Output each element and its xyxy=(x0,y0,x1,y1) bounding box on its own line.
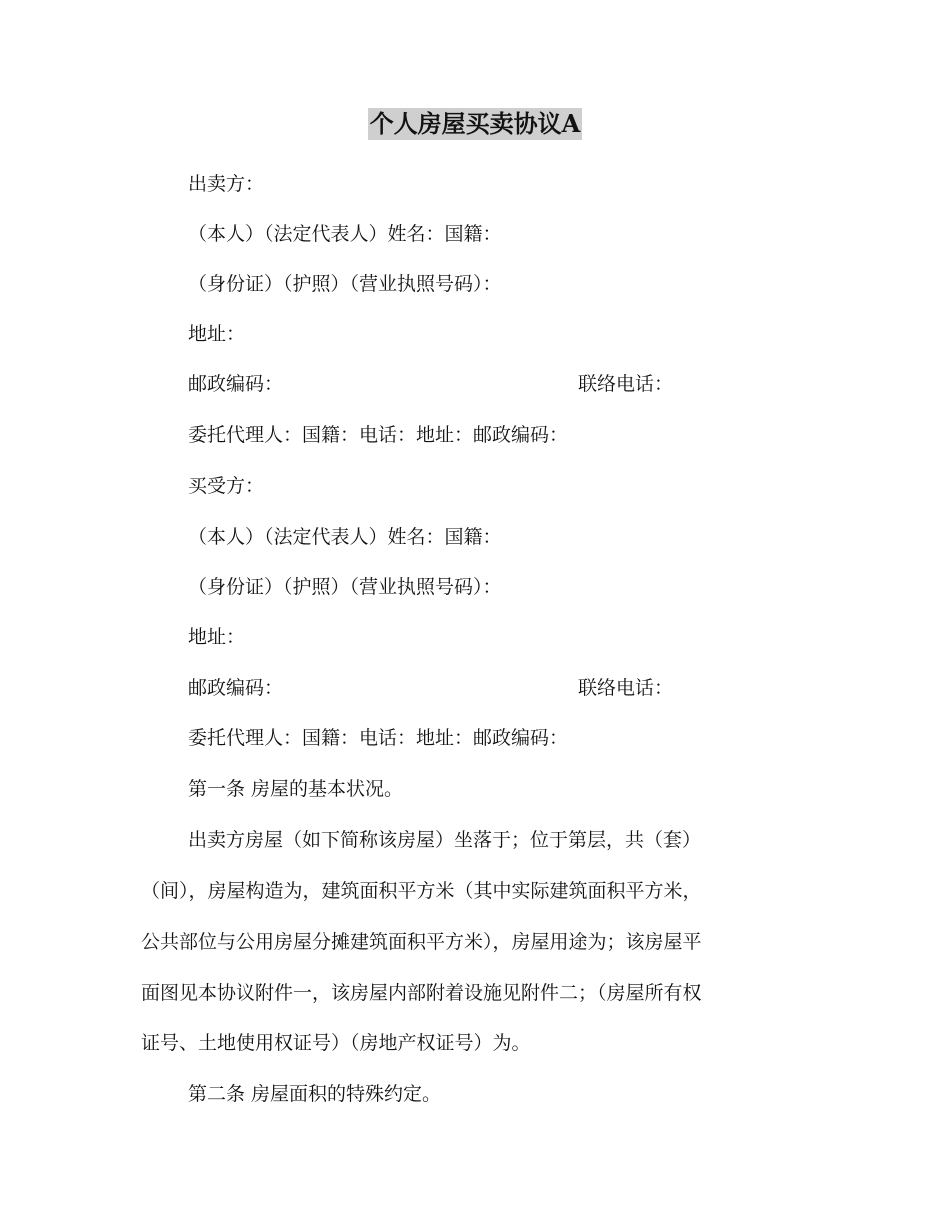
seller-phone-label: 联络电话： xyxy=(578,373,674,395)
seller-name-line: （本人）（法定代表人）姓名：国籍： xyxy=(188,223,502,245)
article2-heading: 第二条 房屋面积的特殊约定。 xyxy=(188,1083,442,1105)
buyer-address-line: 地址： xyxy=(188,626,246,648)
buyer-name-line: （本人）（法定代表人）姓名：国籍： xyxy=(188,526,502,548)
article1-line: 证号、土地使用权证号）（房地产权证号）为。 xyxy=(141,1032,531,1054)
article1-line: （间），房屋构造为，建筑面积平方米（其中实际建筑面积平方米， xyxy=(141,880,702,902)
buyer-phone-label: 联络电话： xyxy=(578,677,674,699)
buyer-postal-label: 邮政编码： xyxy=(188,677,284,699)
title-container xyxy=(0,108,950,140)
buyer-id-line: （身份证）（护照）（营业执照号码）： xyxy=(188,576,502,598)
buyer-agent-line: 委托代理人：国籍：电话：地址：邮政编码： xyxy=(188,727,569,749)
seller-postal-label: 邮政编码： xyxy=(188,373,284,395)
article1-line: 面图见本协议附件一，该房屋内部附着设施见附件二；（房屋所有权 xyxy=(141,982,702,1004)
buyer-heading: 买受方： xyxy=(188,475,265,497)
article1-line: 出卖方房屋（如下简称该房屋）坐落于；位于第层，共（套） xyxy=(188,829,702,851)
article1-heading: 第一条 房屋的基本状况。 xyxy=(188,778,404,800)
seller-heading: 出卖方： xyxy=(188,173,265,195)
seller-agent-line: 委托代理人：国籍：电话：地址：邮政编码： xyxy=(188,424,569,446)
seller-id-line: （身份证）（护照）（营业执照号码）： xyxy=(188,273,502,295)
article1-line: 公共部位与公用房屋分摊建筑面积平方米），房屋用途为；该房屋平 xyxy=(141,931,702,953)
document-title: 个人房屋买卖协议A xyxy=(369,109,581,138)
seller-address-line: 地址： xyxy=(188,323,246,345)
